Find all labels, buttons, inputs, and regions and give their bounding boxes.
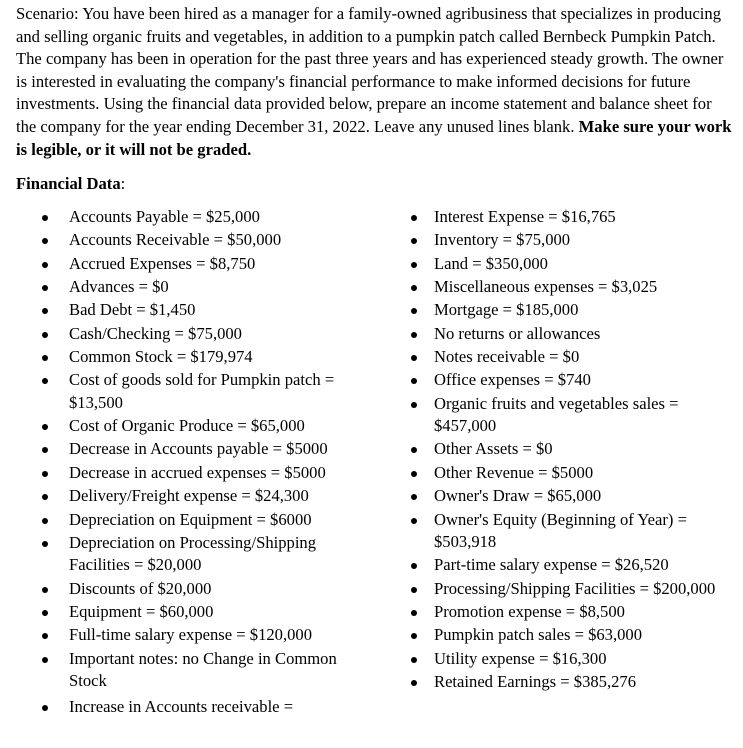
bullet-icon: [411, 332, 417, 338]
bullet-icon: [42, 308, 48, 314]
list-item: [404, 509, 734, 553]
list-item-text: Common Stock = $179,974: [69, 347, 253, 367]
list-item-text: No returns or allowances: [434, 323, 601, 343]
list-item-text: Other Revenue = $5000: [434, 462, 594, 482]
bullet-icon: [42, 447, 48, 453]
bullet-icon: [411, 262, 417, 268]
list-item: [16, 578, 356, 600]
list-item-text: Part-time salary expense = $26,520: [434, 555, 669, 575]
list-item-text: Discounts of $20,000: [69, 578, 212, 598]
bullet-icon: [411, 680, 417, 686]
list-item-text: Cost of goods sold for Pumpkin patch = $13,500: [69, 370, 335, 412]
list-item: [16, 323, 356, 345]
list-item: [404, 276, 734, 298]
list-item: [404, 671, 734, 693]
list-item: [404, 601, 734, 623]
list-item-text: Depreciation on Equipment = $6000: [69, 509, 312, 529]
list-item: [404, 369, 734, 391]
bullet-icon: [42, 471, 48, 477]
bullet-icon: [411, 355, 417, 361]
bullet-icon: [42, 494, 48, 500]
list-item: [16, 299, 356, 321]
list-item: [404, 438, 734, 460]
bullet-icon: [411, 657, 417, 663]
list-item-text: Cost of Organic Produce = $65,000: [69, 416, 305, 436]
list-item-text: Owner's Draw = $65,000: [434, 486, 602, 506]
bullet-icon: [411, 563, 417, 569]
list-item: [404, 346, 734, 368]
list-item-text: Increase in Accounts receivable =: [69, 697, 294, 717]
list-item-text: Delivery/Freight expense = $24,300: [69, 486, 309, 506]
heading-colon: :: [120, 174, 126, 194]
list-item-text: Retained Earnings = $385,276: [434, 672, 636, 692]
bullet-icon: [42, 355, 48, 361]
list-item: [404, 462, 734, 484]
list-item: [16, 415, 356, 437]
list-item: [404, 485, 734, 507]
list-item-text: Decrease in accrued expenses = $5000: [69, 462, 326, 482]
bullet-icon: [42, 518, 48, 524]
bullet-icon: [42, 657, 48, 663]
list-item: [16, 648, 356, 692]
list-item-text: Mortgage = $185,000: [434, 300, 579, 320]
list-item: [404, 299, 734, 321]
bullet-icon: [411, 447, 417, 453]
list-item-text: Depreciation on Processing/Shipping Facilities = $20,000: [69, 533, 317, 575]
list-item: [16, 509, 356, 531]
bullet-icon: [42, 378, 48, 384]
financial-data-right-list: [404, 206, 734, 695]
list-item: [404, 578, 734, 600]
list-item-text: Accounts Payable = $25,000: [69, 206, 260, 226]
list-item-text: Organic fruits and vegetables sales = $457,000: [434, 393, 679, 436]
list-item-text: Processing/Shipping Facilities = $200,000: [434, 578, 716, 598]
list-item-text: Cash/Checking = $75,000: [69, 323, 242, 343]
list-item: [404, 624, 734, 646]
list-item: [16, 601, 356, 623]
list-item-text: Notes receivable = $0: [434, 347, 580, 367]
bullet-icon: [411, 238, 417, 244]
bullet-icon: [411, 285, 417, 291]
list-item-text: Advances = $0: [69, 276, 169, 296]
list-item-text: Owner's Equity (Beginning of Year) = $503,918: [434, 509, 687, 551]
list-item-text: Utility expense = $16,300: [434, 648, 607, 668]
bullet-icon: [42, 705, 48, 711]
list-item-text: Inventory = $75,000: [434, 230, 571, 250]
list-item-text: Promotion expense = $8,500: [434, 602, 625, 622]
bullet-icon: [411, 633, 417, 639]
list-item-text: Important notes: no Change in Common Stock: [69, 648, 337, 690]
bullet-icon: [42, 215, 48, 221]
list-item-text: Office expenses = $740: [434, 370, 591, 390]
list-item: [16, 696, 356, 718]
list-item-text: Decrease in Accounts payable = $5000: [69, 439, 328, 459]
list-item: [16, 624, 356, 646]
list-item: [16, 462, 356, 484]
list-item: [16, 229, 356, 251]
list-item-text: Accounts Receivable = $50,000: [69, 230, 282, 250]
bullet-icon: [42, 633, 48, 639]
list-item: [16, 346, 356, 368]
list-item-text: Miscellaneous expenses = $3,025: [434, 276, 658, 296]
bullet-icon: [411, 518, 417, 524]
bullet-icon: [42, 332, 48, 338]
financial-data-heading: [16, 173, 735, 196]
bullet-icon: [411, 471, 417, 477]
list-item: [16, 253, 356, 275]
bullet-icon: [411, 402, 417, 408]
bullet-icon: [42, 238, 48, 244]
list-item-text: Full-time salary expense = $120,000: [69, 625, 313, 645]
financial-data-title: Financial Data: [16, 174, 121, 194]
list-item: [404, 393, 734, 437]
financial-data-left-list: [16, 206, 356, 720]
list-item: [404, 323, 734, 345]
list-item: [16, 438, 356, 460]
list-item-text: Equipment = $60,000: [69, 602, 214, 622]
legibility-warning: Make sure your work is legible, or it will not be graded.: [16, 116, 732, 159]
bullet-icon: [411, 215, 417, 221]
list-item: [16, 485, 356, 507]
bullet-icon: [411, 610, 417, 616]
list-item: [16, 276, 356, 298]
scenario-paragraph: [16, 3, 735, 161]
bullet-icon: [42, 587, 48, 593]
bullet-icon: [411, 378, 417, 384]
list-item: [404, 253, 734, 275]
list-item: [404, 648, 734, 670]
list-item-text: Bad Debt = $1,450: [69, 300, 196, 320]
list-item: [404, 206, 734, 228]
bullet-icon: [42, 541, 48, 547]
list-item-text: Land = $350,000: [434, 253, 548, 273]
list-item: [16, 369, 356, 413]
bullet-icon: [411, 494, 417, 500]
bullet-icon: [42, 610, 48, 616]
list-item-text: Interest Expense = $16,765: [434, 206, 616, 226]
bullet-icon: [42, 262, 48, 268]
list-item-text: Accrued Expenses = $8,750: [69, 253, 256, 273]
bullet-icon: [42, 285, 48, 291]
bullet-icon: [411, 308, 417, 314]
list-item: [16, 206, 356, 228]
bullet-icon: [42, 424, 48, 430]
bullet-icon: [411, 587, 417, 593]
list-item: [16, 532, 356, 576]
list-item: [404, 229, 734, 251]
list-item-text: Pumpkin patch sales = $63,000: [434, 625, 643, 645]
list-item-text: Other Assets = $0: [434, 439, 553, 459]
scenario-text: Scenario: You have been hired as a manager for a family-owned agribusiness that specializes in producing and selling organic fruits and vegetables, in addition to a pumpkin patch called Bernbeck Pumpkin Patch. The company has been in operation for the past three years and has experienced steady growth. The owner is interested in evaluating the company's financial performance to make informed decisions for future investments. Using the financial data provided below, prepare an income statement and balance sheet for the company for the year ending December 31, 2022. Leave any unused lines blank.: [16, 4, 724, 136]
list-item: [404, 554, 734, 576]
